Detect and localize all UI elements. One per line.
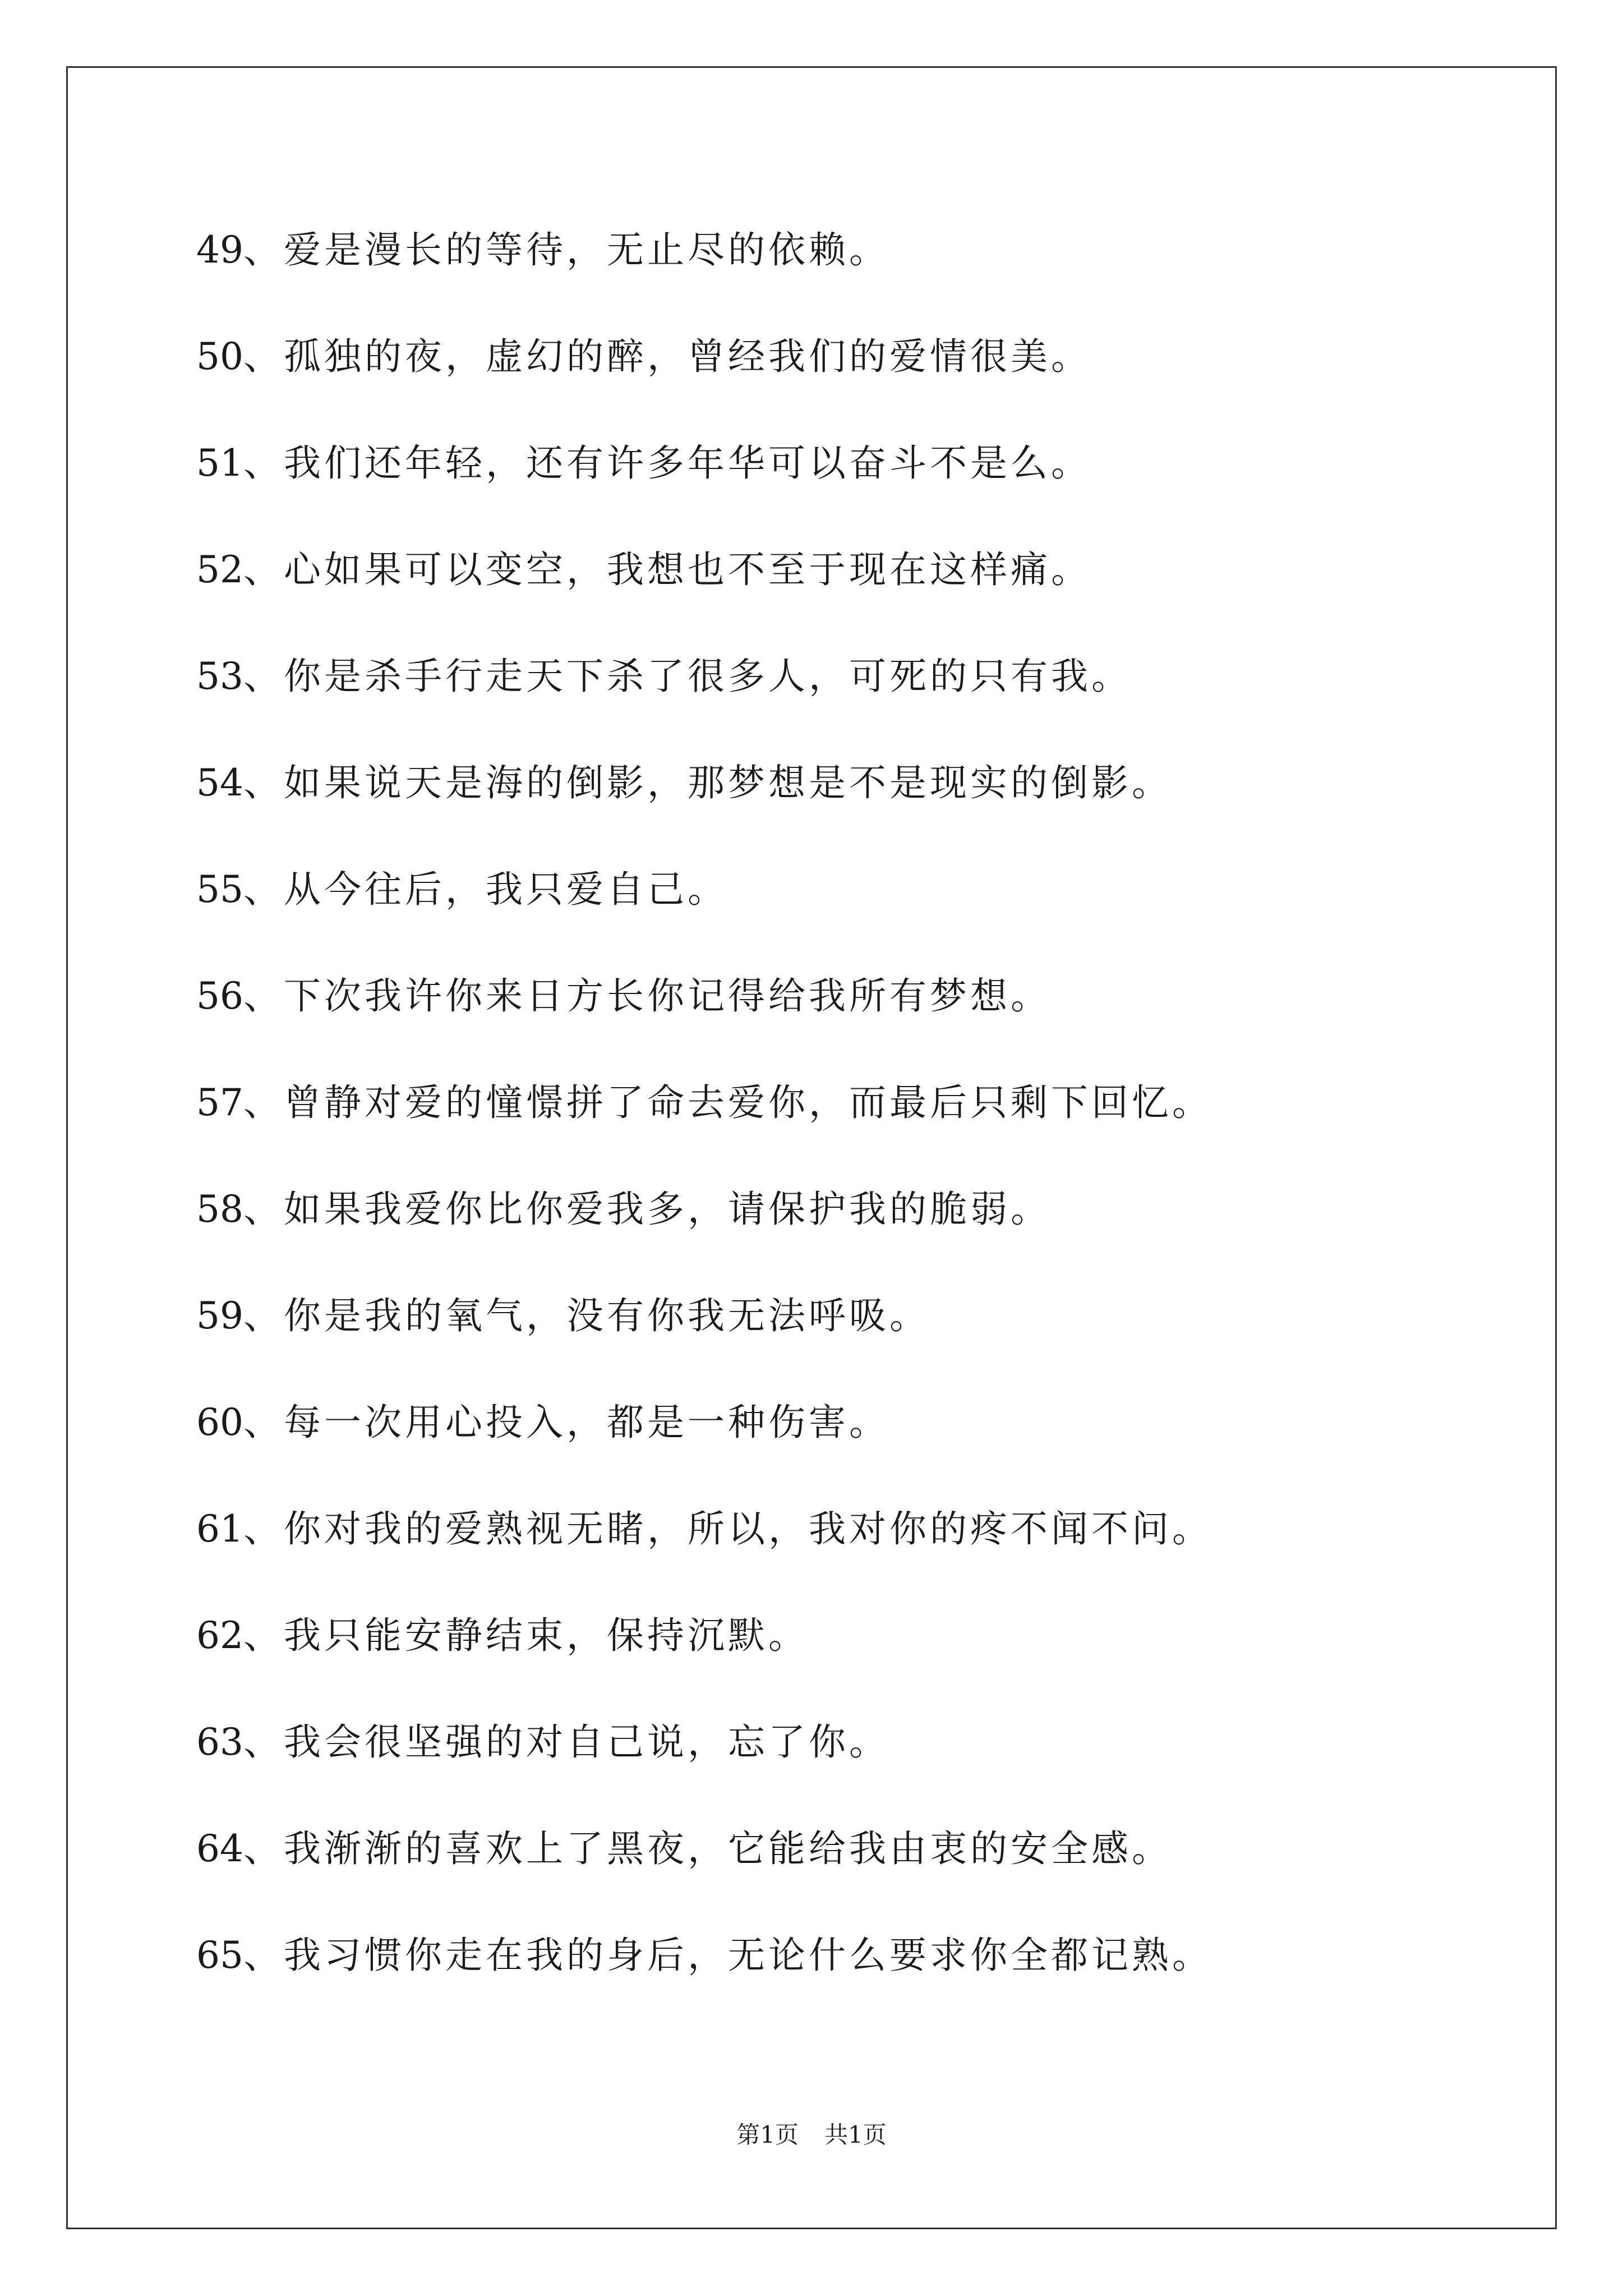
list-item (196, 1182, 1531, 1289)
entry-text: 、我渐渐的喜欢上了黑夜，它能给我由衷的安全感。 (243, 1827, 1172, 1870)
entry-text: 、每一次用心投入，都是一种伤害。 (243, 1401, 889, 1444)
list-item (196, 650, 1531, 756)
entry-text: 、我习惯你走在我的身后，无论什么要求你全都记熟。 (243, 1934, 1212, 1977)
list-item (196, 969, 1531, 1076)
entry-text: 、我会很坚强的对自己说，忘了你。 (243, 1720, 889, 1764)
list-item (196, 1076, 1531, 1182)
entry-number: 53 (196, 655, 243, 698)
entry-number: 51 (196, 441, 243, 485)
list-item (196, 436, 1531, 543)
entry-number: 52 (196, 548, 243, 591)
entry-text: 、我只能安静结束，保持沉默。 (243, 1614, 809, 1657)
entry-list (196, 223, 1531, 2035)
entry-number: 56 (196, 974, 243, 1018)
entry-number: 63 (196, 1720, 243, 1764)
entry-text: 、你是我的氧气，没有你我无法呼吸。 (243, 1294, 930, 1337)
entry-number: 65 (196, 1934, 243, 1977)
entry-text: 、爱是漫长的等待，无止尽的依赖。 (243, 228, 889, 272)
entry-number: 59 (196, 1294, 243, 1337)
entry-number: 60 (196, 1401, 243, 1444)
entry-text: 、我们还年轻，还有许多年华可以奋斗不是么。 (243, 441, 1091, 485)
list-item (196, 1609, 1531, 1715)
entry-text: 、下次我许你来日方长你记得给我所有梦想。 (243, 974, 1051, 1018)
entry-text: 、如果我爱你比你爱我多，请保护我的脆弱。 (243, 1188, 1051, 1231)
list-item (196, 1822, 1531, 1929)
list-item (196, 1929, 1531, 2035)
list-item (196, 1715, 1531, 1822)
entry-text: 、你是杀手行走天下杀了很多人，可死的只有我。 (243, 655, 1132, 698)
list-item (196, 223, 1531, 330)
entry-text: 、心如果可以变空，我想也不至于现在这样痛。 (243, 548, 1091, 591)
page-total: 共1页 (824, 2121, 887, 2148)
entry-number: 50 (196, 335, 243, 378)
entry-number: 61 (196, 1507, 243, 1550)
page-number: 第1页 (736, 2121, 799, 2148)
entry-text: 、如果说天是海的倒影，那梦想是不是现实的倒影。 (243, 761, 1172, 804)
page-footer (0, 2119, 1623, 2151)
entry-number: 49 (196, 228, 243, 272)
entry-number: 55 (196, 868, 243, 911)
list-item (196, 756, 1531, 863)
list-item (196, 1289, 1531, 1396)
entry-text: 、曾静对爱的憧憬拼了命去爱你，而最后只剩下回忆。 (243, 1081, 1212, 1124)
list-item (196, 543, 1531, 650)
list-item (196, 1396, 1531, 1502)
entry-text: 、从今往后，我只爱自己。 (243, 868, 728, 911)
entry-number: 62 (196, 1614, 243, 1657)
entry-text: 、孤独的夜，虚幻的醉，曾经我们的爱情很美。 (243, 335, 1091, 378)
list-item (196, 330, 1531, 436)
entry-number: 57 (196, 1081, 243, 1124)
entry-number: 54 (196, 761, 243, 804)
entry-text: 、你对我的爱熟视无睹，所以，我对你的疼不闻不问。 (243, 1507, 1212, 1550)
list-item (196, 863, 1531, 969)
entry-number: 58 (196, 1188, 243, 1231)
entry-number: 64 (196, 1827, 243, 1870)
list-item (196, 1502, 1531, 1609)
